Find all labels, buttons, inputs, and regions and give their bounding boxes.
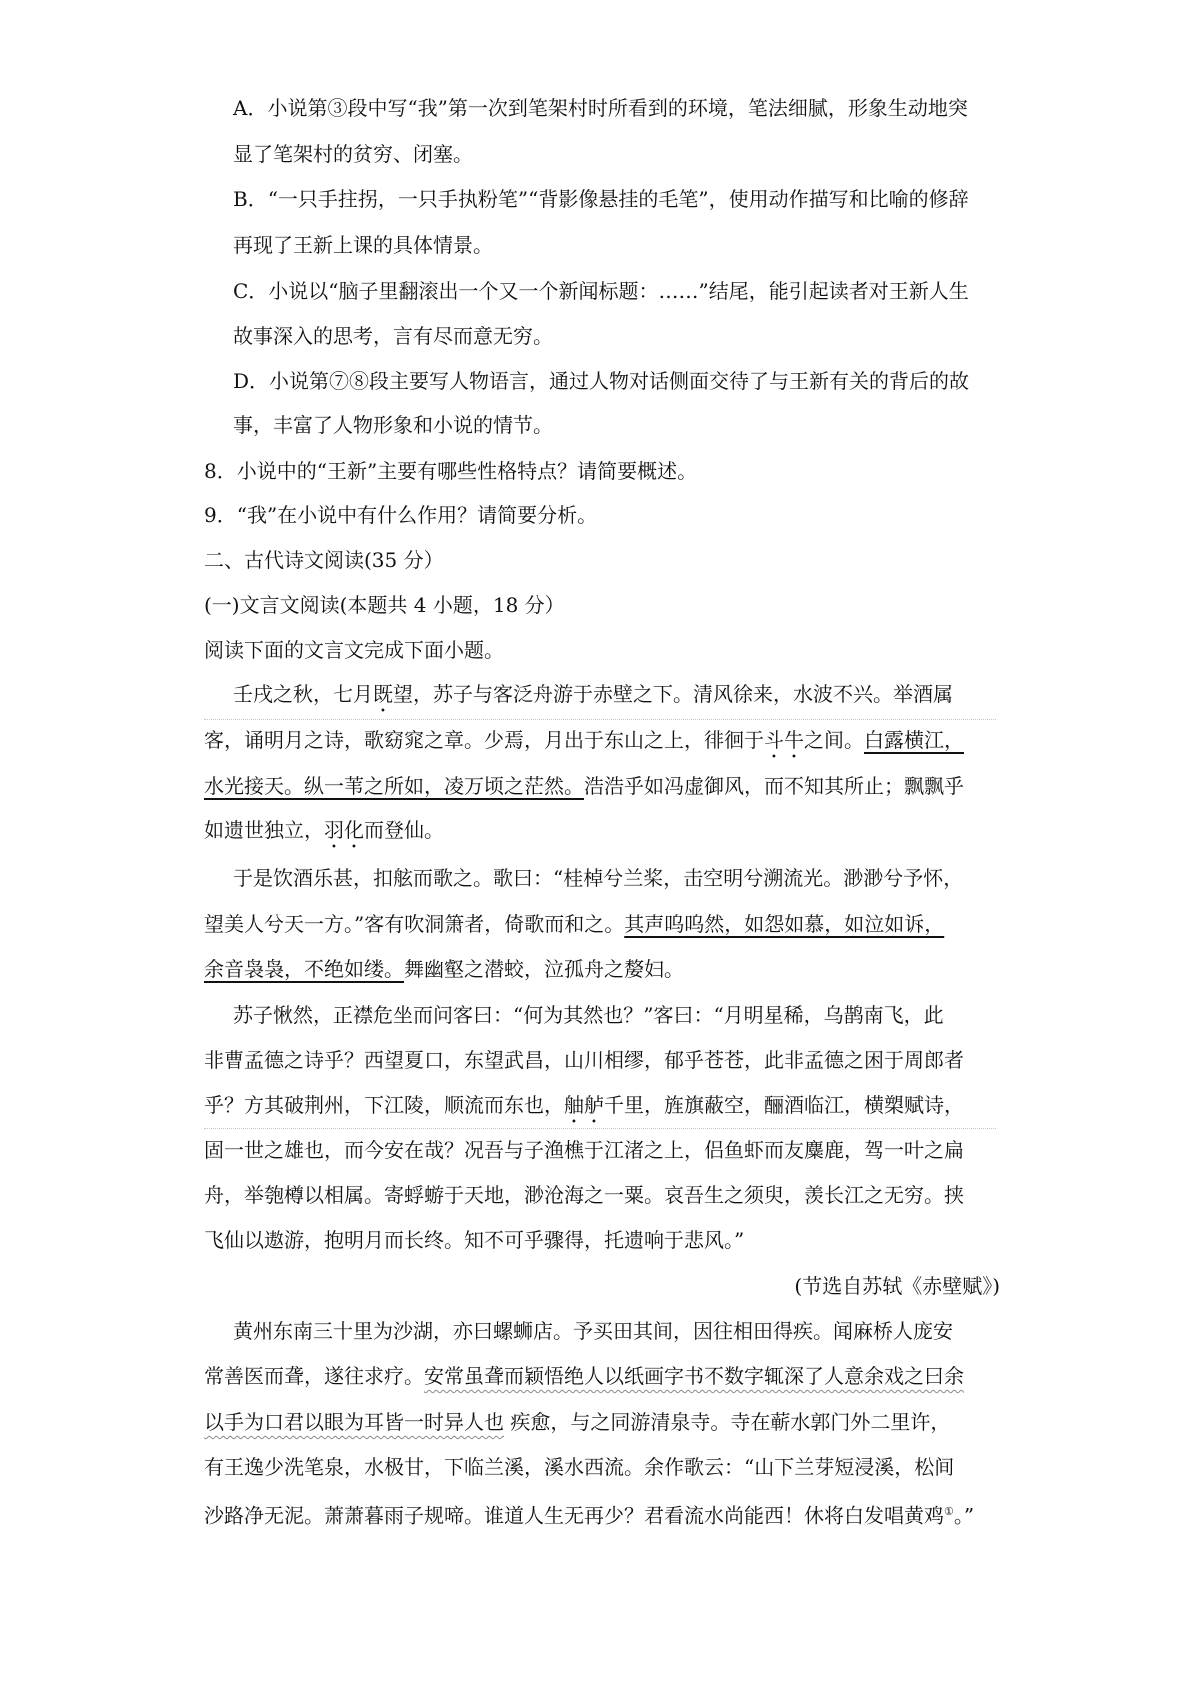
option-a-line1: A．小说第③段中写“我”第一次到笔架村时所看到的环境，笔法细腻，形象生动地突: [233, 96, 968, 120]
option-b-line2: 再现了王新上课的具体情景。: [233, 233, 493, 257]
option-a-line2: 显了笔架村的贫穷、闭塞。: [233, 142, 473, 166]
footnote-marker: ①: [944, 1505, 954, 1518]
question-8: 8．小说中的“王新”主要有哪些性格特点？请简要概述。: [204, 459, 698, 483]
passage2-line3: 余音袅袅，不绝如缕。舞幽壑之潜蛟，泣孤舟之嫠妇。: [204, 957, 684, 981]
section-title: 二、古代诗文阅读(35 分）: [204, 548, 444, 572]
passage1-line3: 水光接天。纵一苇之所如，凌万顷之茫然。浩浩乎如冯虚御风，而不知其所止；飘飘乎: [204, 774, 964, 798]
passage3-line2: 非曹孟德之诗乎？西望夏口，东望武昌，山川相缪，郁乎苍苍，此非孟德之困于周郎者: [204, 1048, 964, 1072]
source-citation: (节选自苏轼《赤壁赋》): [794, 1274, 1000, 1298]
passage2-line2: 望美人兮天一方。”客有吹洞箫者，倚歌而和之。其声呜呜然，如怨如慕，如泣如诉，: [204, 912, 945, 936]
passage4-line1: 黄州东南三十里为沙湖，亦曰螺蛳店。予买田其间，因往相田得疾。闻麻桥人庞安: [233, 1319, 953, 1343]
option-b-line1: B．“一只手拄拐，一只手执粉笔”“背影像悬挂的毛笔”，使用动作描写和比喻的修辞: [233, 187, 969, 211]
question-9: 9．“我”在小说中有什么作用？请简要分析。: [204, 503, 598, 527]
passage3-line6: 飞仙以遨游，抱明月而长终。知不可乎骤得，托遗响于悲风。”: [204, 1228, 745, 1252]
passage4-line4: 有王逸少洗笔泉，水极甘，下临兰溪，溪水西流。余作歌云：“山下兰芽短浸溪，松间: [204, 1455, 955, 1479]
passage1-line2: 客，诵明月之诗，歌窈窕之章。少焉，月出于东山之上，徘徊于斗牛之间。白露横江，: [204, 728, 964, 752]
passage3-line1: 苏子愀然，正襟危坐而问客曰：“何为其然也？”客曰：“月明星稀，乌鹊南飞，此: [233, 1003, 944, 1027]
option-c-line2: 故事深入的思考，言有尽而意无穷。: [233, 324, 553, 348]
option-d-line1: D．小说第⑦⑧段主要写人物语言，通过人物对话侧面交待了与王新有关的背后的故: [233, 369, 970, 393]
passage3-line4: 固一世之雄也，而今安在哉？况吾与子渔樵于江渚之上，侣鱼虾而友麋鹿，驾一叶之扁: [204, 1138, 964, 1162]
passage3-line3: 乎？方其破荆州，下江陵，顺流而东也，舳舻千里，旌旗蔽空，酾酒临江，横槊赋诗，: [204, 1093, 964, 1117]
passage4-line3: 以手为口君以眼为耳皆一时异人也 疾愈，与之同游清泉寺。寺在蕲水郭门外二里许，: [204, 1410, 951, 1434]
passage4-line2: 常善医而聋，遂往求疗。安常虽聋而颖悟绝人以纸画字书不数字辄深了人意余戏之曰余: [204, 1364, 964, 1388]
passage4-line5: 沙路净无泥。萧萧暮雨子规啼。谁道人生无再少？君看流水尚能西！休将白发唱黄鸡①。”: [204, 1503, 975, 1528]
dotted-divider: [204, 719, 996, 720]
dotted-divider: [204, 1128, 996, 1129]
passage1-line4: 如遗世独立，羽化而登仙。: [204, 818, 444, 842]
passage2-line1: 于是饮酒乐甚，扣舷而歌之。歌曰：“桂棹兮兰桨，击空明兮溯流光。渺渺兮予怀，: [233, 866, 964, 890]
option-d-line2: 事，丰富了人物形象和小说的情节。: [233, 413, 553, 437]
section-instruction: 阅读下面的文言文完成下面小题。: [204, 638, 504, 662]
section-subtitle: (一)文言文阅读(本题共 4 小题，18 分）: [204, 593, 565, 617]
option-c-line1: C．小说以“脑子里翻滚出一个又一个新闻标题：……”结尾，能引起读者对王新人生: [233, 279, 969, 303]
passage1-line1: 壬戌之秋，七月既望，苏子与客泛舟游于赤壁之下。清风徐来，水波不兴。举酒属: [233, 682, 953, 706]
passage3-line5: 舟，举匏樽以相属。寄蜉蝣于天地，渺沧海之一粟。哀吾生之须臾，羡长江之无穷。挟: [204, 1183, 964, 1207]
